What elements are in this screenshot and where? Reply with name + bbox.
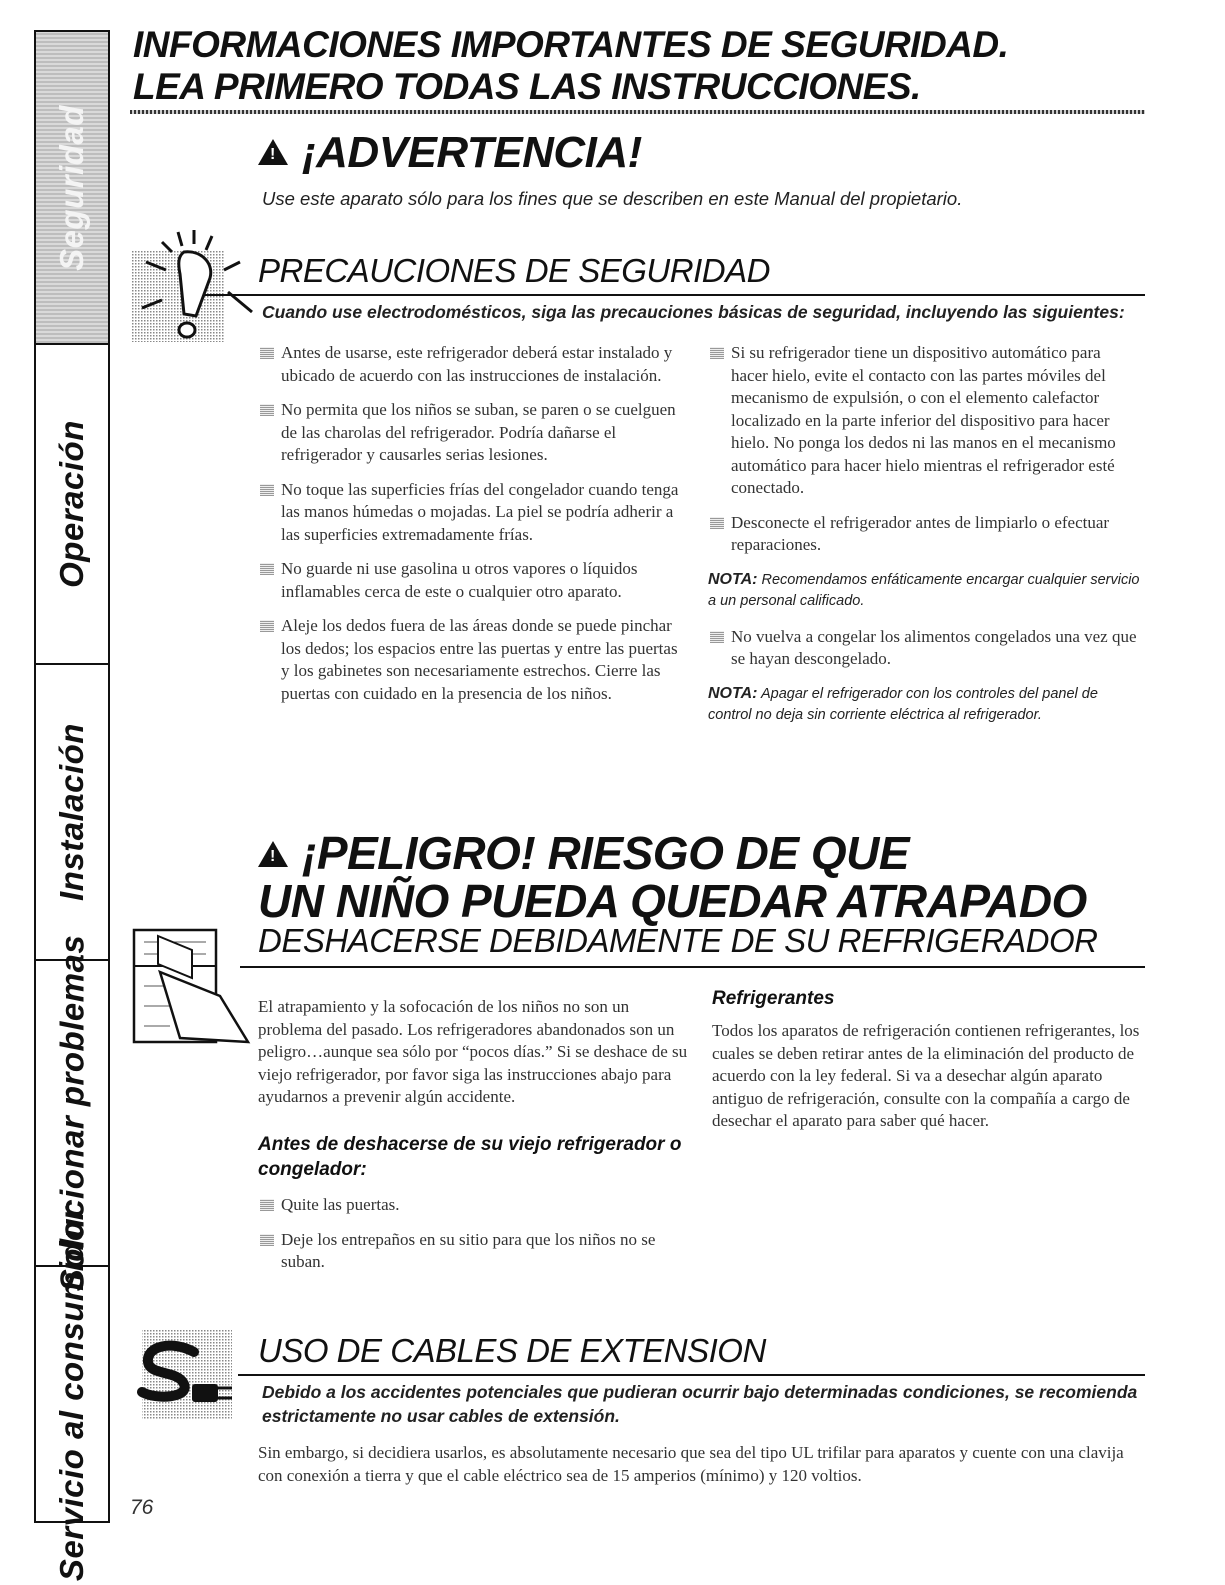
refrigerantes-heading: Refrigerantes (712, 988, 835, 1009)
deshacerse-title: DESHACERSE DEBIDAMENTE DE SU REFRIGERADOR (258, 922, 1098, 959)
cables-title: USO DE CABLES DE EXTENSION (258, 1332, 766, 1369)
header-divider (130, 110, 1145, 114)
deshacerse-paragraph: El atrapamiento y la sofocación de los niños no son un problema del pasado. Los refrigeradores abandonados son un peligro…aunque sea sólo por “pocos días.” Si se deshace de su viejo refrigerador, por favor siga las instrucciones abajo para ayudarnos a prevenir algún accidente. (258, 997, 688, 1106)
precauciones-left-list (258, 342, 690, 717)
tab-servicio-al-consumidor[interactable]: Servicio al consumidor (53, 1206, 90, 1582)
tab-operacion[interactable]: Operación (36, 345, 108, 665)
list-item: No guarde ni use gasolina u otros vapores o líquidos inflamables cerca de este o cualquier otro aparato. (258, 558, 690, 603)
refrigerator-icon (130, 926, 258, 1048)
list-item: No toque las superficies frías del congelador cuando tenga las manos húmedas o mojadas. La piel se podría adherir a las superficies extremadamente frías. (258, 479, 690, 547)
list-item: Aleje los dedos fuera de las áreas donde se puede pinchar los dedos; los espacios entre las puertas y entre las puertas y los gabinetes son necesariamente estrechos. Cierre las puertas con cuidado en la presencia de los niños. (258, 615, 690, 705)
warning-triangle-icon (258, 139, 288, 165)
advertencia-subtitle: Use este aparato sólo para los fines que se describen en este Manual del propietario. (262, 188, 963, 209)
list-item: Antes de usarse, este refrigerador deberá estar instalado y ubicado de acuerdo con las instrucciones de instalación. (258, 342, 690, 387)
tab-instalacion[interactable]: Instalación (36, 665, 108, 961)
peligro-title-line-2: UN NIÑO PUEDA QUEDAR ATRAPADO (258, 875, 1087, 927)
page-number: 76 (130, 1496, 154, 1519)
header-line-1: INFORMACIONES IMPORTANTES DE SEGURIDAD. (133, 24, 1009, 65)
list-item: Desconecte el refrigerador antes de limpiarlo o efectuar reparaciones. (708, 512, 1140, 557)
precauciones-intro: Cuando use electrodomésticos, siga las precauciones básicas de seguridad, incluyendo las siguientes: (262, 302, 1125, 322)
extension-cord-icon (132, 1330, 238, 1422)
tab-solucionar-problemas[interactable]: Solucionar problemas (36, 961, 108, 1267)
warning-triangle-icon (258, 841, 288, 867)
precauciones-rule (205, 294, 1145, 296)
list-item: No permita que los niños se suban, se paren o se cuelguen de las charolas del refrigerador. Podría dañarse el refrigerador y causarles serias lesiones. (258, 399, 690, 467)
header-line-2: LEA PRIMERO TODAS LAS INSTRUCCIONES. (133, 66, 921, 107)
safety-exclamation-icon (132, 212, 257, 344)
side-tab-bar (34, 30, 110, 1582)
tab-seguridad[interactable]: Seguridad (36, 32, 108, 345)
nota-2: NOTA: Apagar el refrigerador con los controles del panel de control no deja sin corriente eléctrica al refrigerador. (708, 684, 1098, 723)
list-item: Deje los entrepaños en su sitio para que los niños no se suban. (258, 1229, 688, 1274)
list-item: No vuelva a congelar los alimentos congelados una vez que se hayan descongelado. (708, 626, 1140, 671)
deshacerse-rule (240, 966, 1145, 968)
cables-intro: Debido a los accidentes potenciales que pudieran ocurrir bajo determinadas condiciones, se recomienda estrictamente no usar cables de extensión. (262, 1382, 1138, 1426)
refrigerantes-text: Todos los aparatos de refrigeración contienen refrigerantes, los cuales se deben retirar antes de la eliminación del producto de acuerdo con la ley federal. Si va a desechar algún aparato antiguo de refrigeración, consulte con la compañía a cargo de desechar el aparato para saber qué hacer. (712, 1021, 1140, 1130)
precauciones-right-list (708, 342, 1140, 740)
disposal-steps (258, 1194, 688, 1286)
precauciones-title: PRECAUCIONES DE SEGURIDAD (258, 252, 770, 289)
advertencia-title: !¡ADVERTENCIA! (258, 128, 642, 178)
cables-text: Sin embargo, si decidiera usarlos, es absolutamente necesario que sea del tipo UL trifilar para aparatos y cuente con una clavija con conexión a tierra y que el cable eléctrico sea de 15 amperios (mínimo) y 120 voltios. (258, 1443, 1124, 1485)
list-item: Si su refrigerador tiene un dispositivo automático para hacer hielo, evite el contacto con las partes móviles del mecanismo de expulsión, o con el elemento calefactor localizado en la parte inferior del dispositivo para hacer hielo. No ponga los dedos ni las manos en el mecanismo automático para hacer hielo mientras el refrigerador esté conectado. (708, 342, 1140, 500)
peligro-title-line-1: !¡PELIGRO! RIESGO DE QUE (258, 826, 909, 880)
cables-rule (238, 1374, 1145, 1376)
list-item: Quite las puertas. (258, 1194, 688, 1217)
before-disposal-heading: Antes de deshacerse de su viejo refrigerador o congelador: (258, 1134, 682, 1180)
nota-1: NOTA: Recomendamos enfáticamente encargar cualquier servicio a un personal calificado. (708, 570, 1140, 609)
